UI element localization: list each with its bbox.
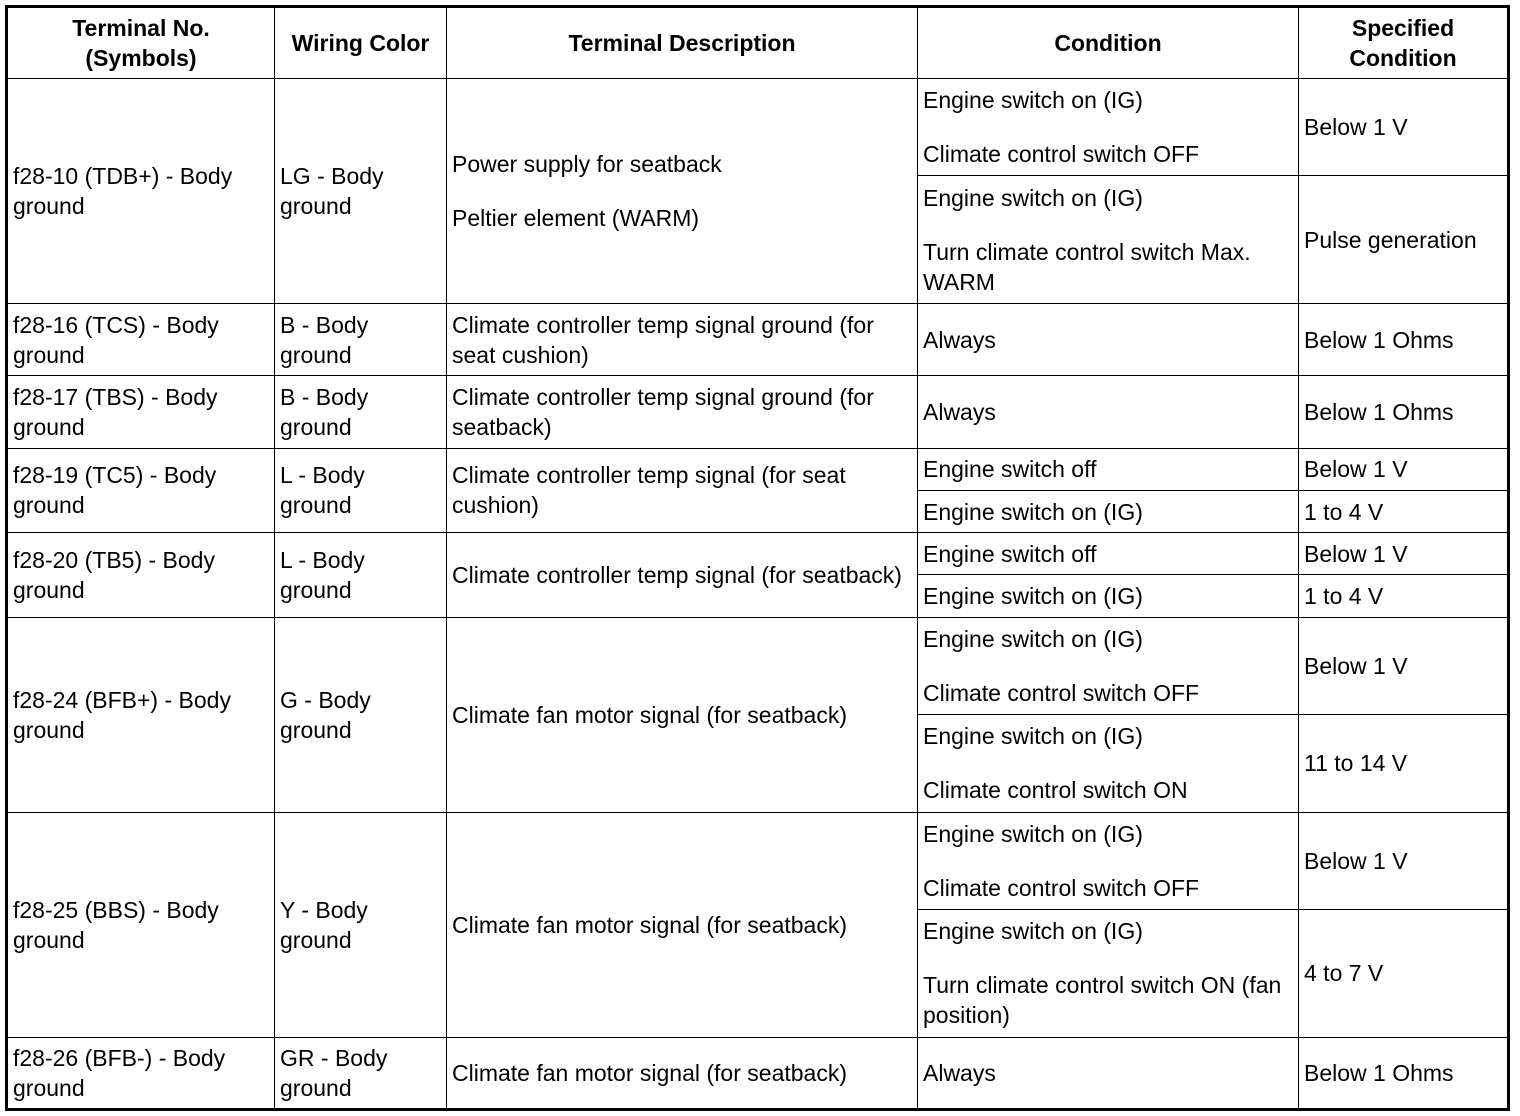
- condition-cell: [918, 304, 1299, 376]
- condition-line: Climate control switch OFF: [923, 874, 1200, 901]
- condition-line: Engine switch on (IG): [923, 184, 1143, 211]
- description-line: Peltier element (WARM): [452, 205, 700, 232]
- condition-line: Climate control switch OFF: [923, 679, 1200, 706]
- description-cell: [447, 812, 918, 1037]
- header-condition: Condition: [918, 7, 1299, 79]
- wiring-color-cell: Y - Body ground: [275, 812, 447, 1037]
- condition-line: Engine switch on (IG): [923, 582, 1143, 609]
- terminal-cell: f28-20 (TB5) - Body ground: [7, 533, 275, 617]
- terminal-cell: f28-19 (TC5) - Body ground: [7, 448, 275, 532]
- condition-line: Engine switch on (IG): [923, 918, 1143, 945]
- condition-line: Always: [923, 326, 996, 353]
- terminal-cell: f28-26 (BFB-) - Body ground: [7, 1037, 275, 1109]
- condition-line: Engine switch on (IG): [923, 625, 1143, 652]
- condition-cell: [918, 448, 1299, 490]
- terminal-cell: f28-24 (BFB+) - Body ground: [7, 617, 275, 812]
- description-line: Climate controller temp signal (for seatback): [452, 561, 902, 588]
- terminal-cell: f28-17 (TBS) - Body ground: [7, 376, 275, 448]
- table-row: [7, 533, 1509, 575]
- condition-cell: [918, 575, 1299, 617]
- description-line: Climate controller temp signal (for seat cushion): [452, 462, 846, 519]
- condition-line: Engine switch on (IG): [923, 498, 1143, 525]
- description-cell: [447, 79, 918, 304]
- specified-condition-cell: Below 1 V: [1299, 617, 1509, 714]
- table-row: [7, 448, 1509, 490]
- condition-cell: [918, 376, 1299, 448]
- description-line: Climate controller temp signal ground (for seatback): [452, 384, 874, 441]
- condition-line: Engine switch on (IG): [923, 87, 1143, 114]
- header-terminal-description: Terminal Description: [447, 7, 918, 79]
- description-line: Climate fan motor signal (for seatback): [452, 911, 847, 938]
- specified-condition-cell: 1 to 4 V: [1299, 575, 1509, 617]
- wiring-color-cell: GR - Body ground: [275, 1037, 447, 1109]
- specified-condition-cell: Below 1 V: [1299, 79, 1509, 176]
- condition-line: Engine switch on (IG): [923, 723, 1143, 750]
- condition-line: Always: [923, 1059, 996, 1086]
- terminal-cell: f28-10 (TDB+) - Body ground: [7, 79, 275, 304]
- description-cell: [447, 376, 918, 448]
- wiring-color-cell: L - Body ground: [275, 533, 447, 617]
- header-wiring-color: Wiring Color: [275, 7, 447, 79]
- header-terminal: Terminal No. (Symbols): [7, 7, 275, 79]
- condition-line: Turn climate control switch Max. WARM: [923, 238, 1251, 295]
- specified-condition-cell: Below 1 V: [1299, 533, 1509, 575]
- specified-condition-cell: Below 1 Ohms: [1299, 376, 1509, 448]
- specified-condition-cell: Pulse generation: [1299, 176, 1509, 304]
- condition-cell: [918, 533, 1299, 575]
- condition-cell: [918, 176, 1299, 304]
- condition-cell: [918, 1037, 1299, 1109]
- header-specified-condition: Specified Condition: [1299, 7, 1509, 79]
- condition-line: Engine switch off: [923, 456, 1097, 483]
- condition-cell: [918, 617, 1299, 714]
- condition-cell: [918, 490, 1299, 532]
- description-cell: [447, 533, 918, 617]
- table-row: [7, 79, 1509, 176]
- table-row: [7, 812, 1509, 909]
- condition-line: Engine switch off: [923, 540, 1097, 567]
- condition-cell: [918, 715, 1299, 812]
- terminal-spec-table: [5, 5, 1510, 1111]
- wiring-color-cell: L - Body ground: [275, 448, 447, 532]
- description-line: Climate controller temp signal ground (for seat cushion): [452, 311, 874, 368]
- table-row: [7, 304, 1509, 376]
- condition-line: Turn climate control switch ON (fan position): [923, 972, 1282, 1029]
- condition-line: Engine switch on (IG): [923, 820, 1143, 847]
- header-row: [7, 7, 1509, 79]
- wiring-color-cell: G - Body ground: [275, 617, 447, 812]
- condition-line: Always: [923, 399, 996, 426]
- condition-cell: [918, 812, 1299, 909]
- description-line: Climate fan motor signal (for seatback): [452, 701, 847, 728]
- specified-condition-cell: 4 to 7 V: [1299, 909, 1509, 1037]
- table-row: [7, 376, 1509, 448]
- specified-condition-cell: 1 to 4 V: [1299, 490, 1509, 532]
- table-row: [7, 1037, 1509, 1109]
- wiring-color-cell: LG - Body ground: [275, 79, 447, 304]
- specified-condition-cell: Below 1 Ohms: [1299, 304, 1509, 376]
- table-body: [7, 79, 1509, 1110]
- specified-condition-cell: Below 1 V: [1299, 812, 1509, 909]
- condition-line: Climate control switch OFF: [923, 141, 1200, 168]
- condition-line: Climate control switch ON: [923, 777, 1188, 804]
- description-cell: [447, 304, 918, 376]
- wiring-color-cell: B - Body ground: [275, 376, 447, 448]
- specified-condition-cell: Below 1 Ohms: [1299, 1037, 1509, 1109]
- description-line: Climate fan motor signal (for seatback): [452, 1059, 847, 1086]
- condition-cell: [918, 909, 1299, 1037]
- description-cell: [447, 448, 918, 532]
- description-line: Power supply for seatback: [452, 151, 722, 178]
- description-cell: [447, 1037, 918, 1109]
- description-cell: [447, 617, 918, 812]
- specified-condition-cell: 11 to 14 V: [1299, 715, 1509, 812]
- specified-condition-cell: Below 1 V: [1299, 448, 1509, 490]
- wiring-color-cell: B - Body ground: [275, 304, 447, 376]
- condition-cell: [918, 79, 1299, 176]
- terminal-cell: f28-25 (BBS) - Body ground: [7, 812, 275, 1037]
- table-row: [7, 617, 1509, 714]
- terminal-cell: f28-16 (TCS) - Body ground: [7, 304, 275, 376]
